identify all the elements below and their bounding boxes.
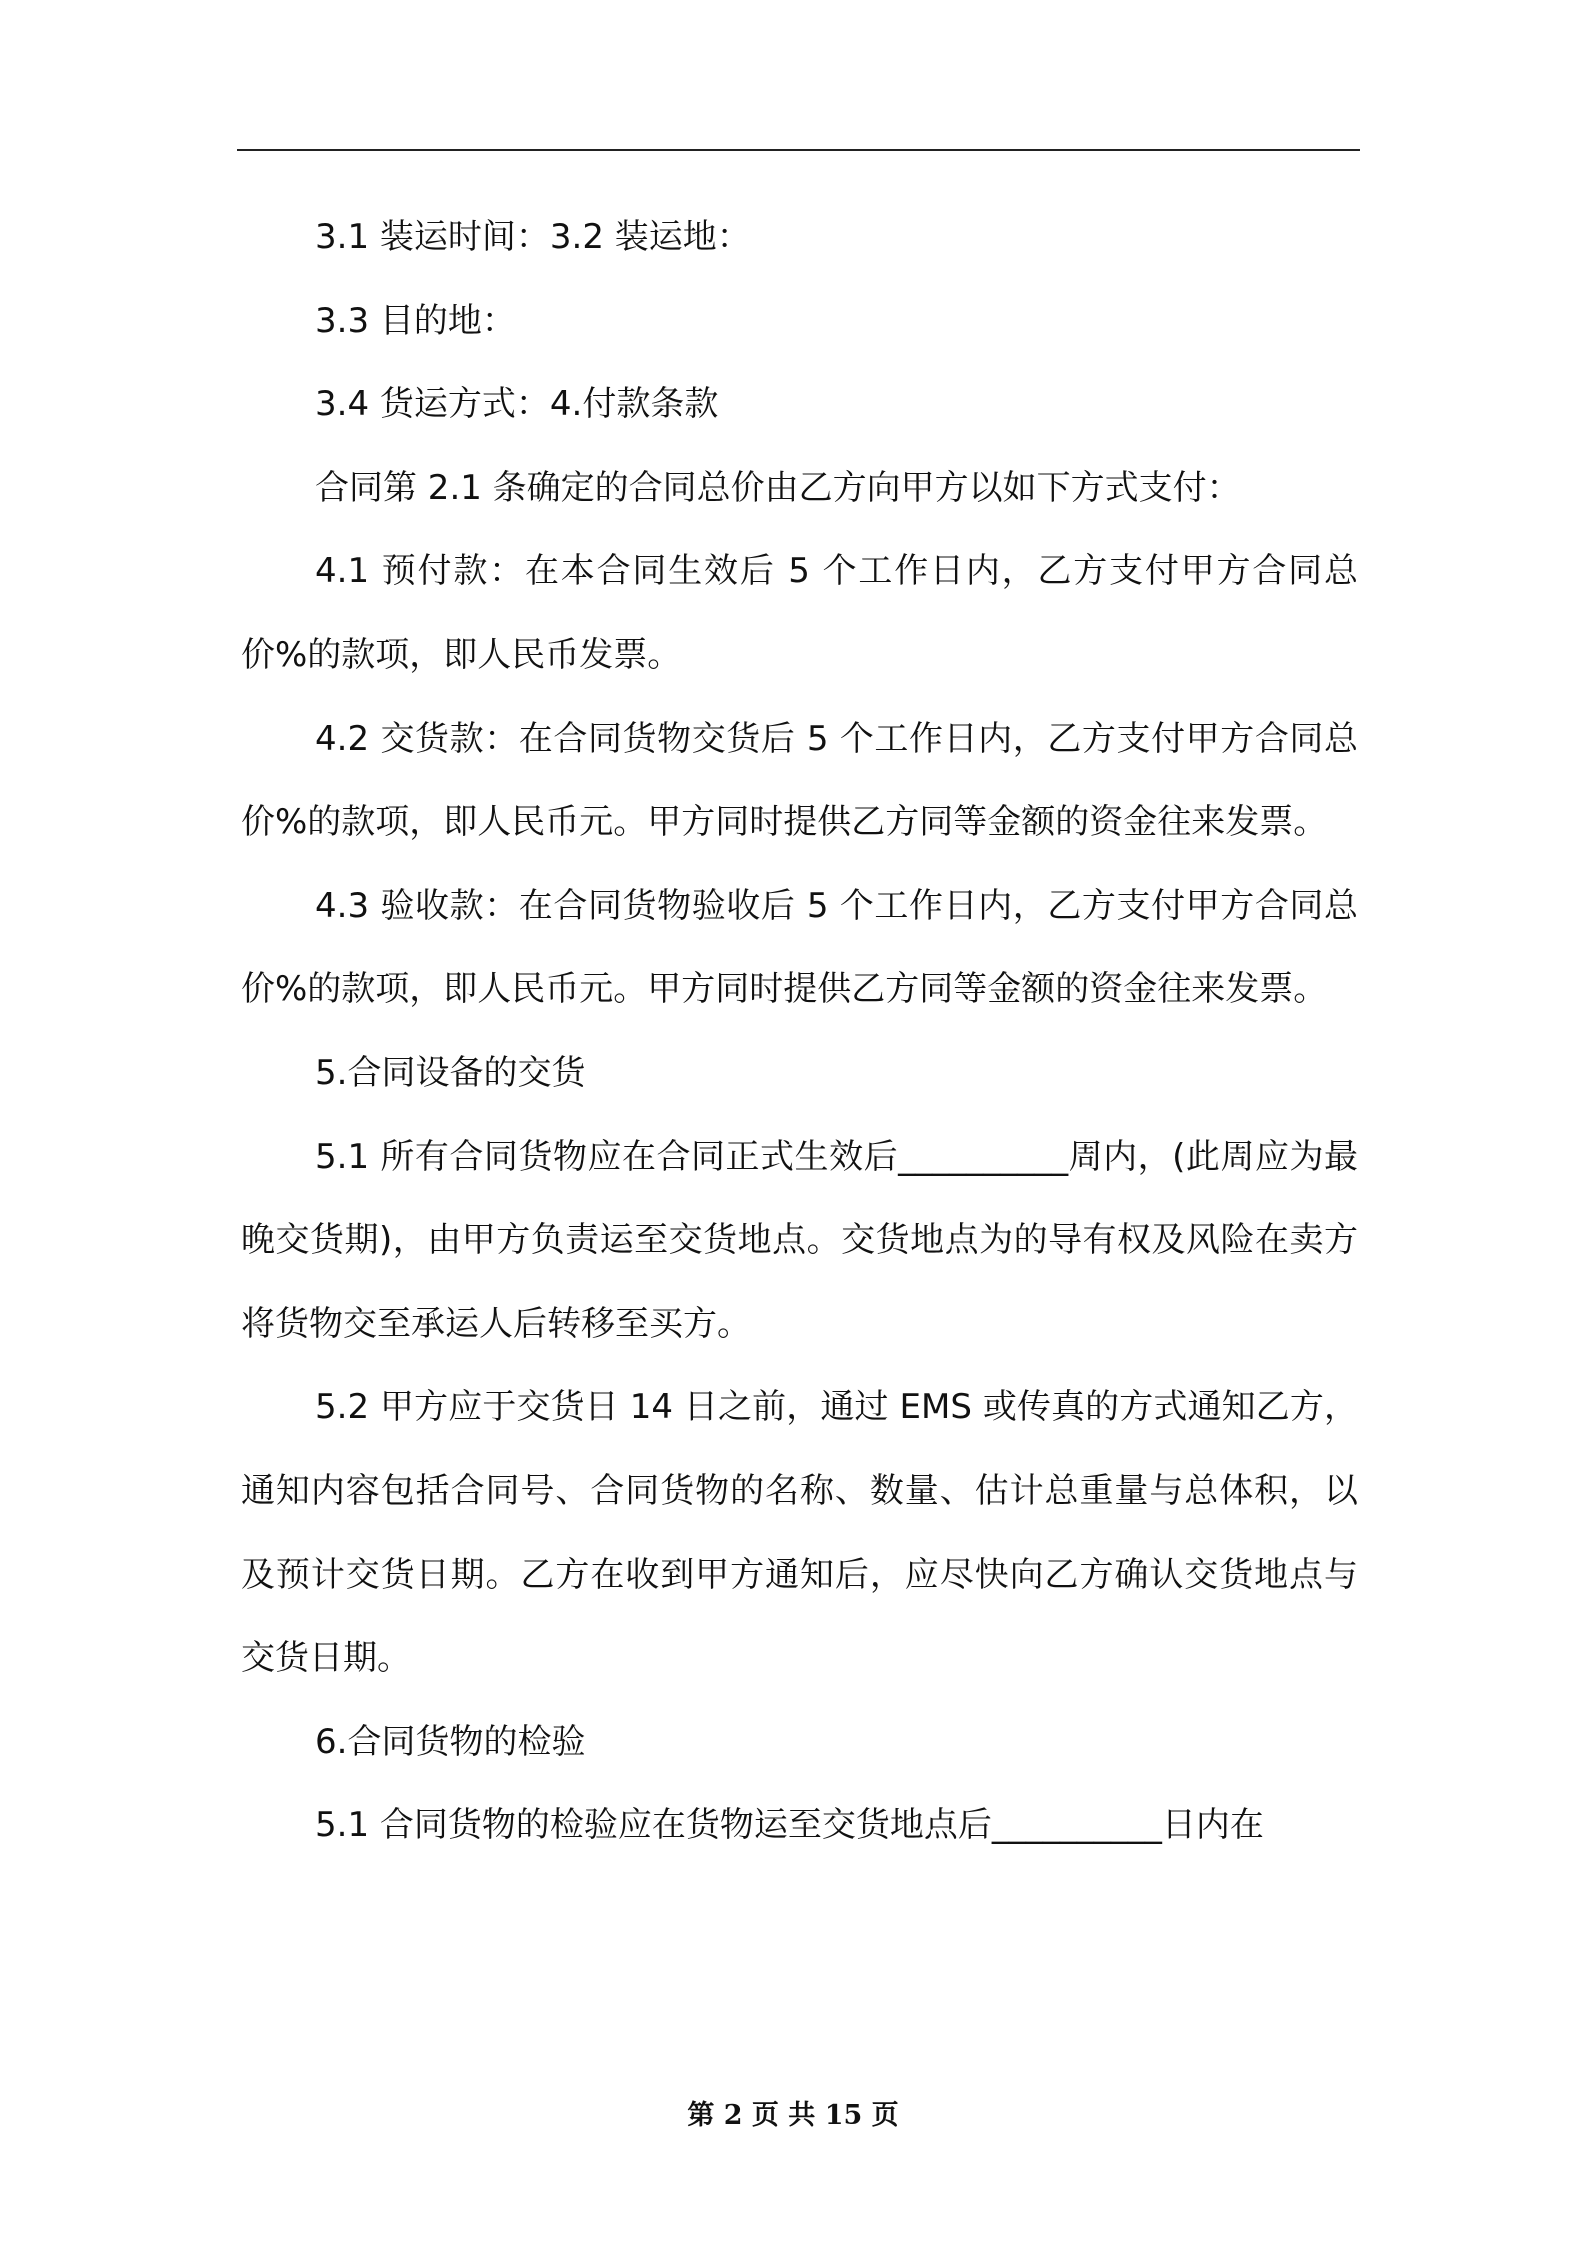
paragraph-4-1: 4.1 预付款：在本合同生效后 5 个工作日内，乙方支付甲方合同总价%的款项，即人民币发票。 [241,551,1358,675]
page-number: 第 2 页 共 15 页 [687,2100,899,2131]
section-heading-5: 5.合同设备的交货 [315,1052,586,1093]
paragraph-3-4: 3.4 货运方式：4.付款条款 [315,384,719,425]
section-heading-6: 6.合同货物的检验 [315,1721,586,1762]
header-rule [237,149,1360,151]
paragraph-payment-intro: 合同第 2.1 条确定的合同总价由乙方向甲方以如下方式支付： [315,467,1241,508]
paragraph-4-3: 4.3 验收款：在合同货物验收后 5 个工作日内，乙方支付甲方合同总价%的款项，即人民币元。甲方同时提供乙方同等金额的资金往来发票。 [241,885,1358,1010]
paragraph-6-1: 5.1 合同货物的检验应在货物运至交货地点后__________日内在 [315,1805,1264,1846]
paragraph-5-1: 5.1 所有合同货物应在合同正式生效后__________周内，(此周应为最晚交货期)，由甲方负责运至交货地点。交货地点为的导有权及风险在卖方将货物交至承运人后转移至买方。 [241,1136,1358,1344]
paragraph-5-2: 5.2 甲方应于交货日 14 日之前，通过 EMS 或传真的方式通知乙方，通知内容包括合同号、合同货物的名称、数量、估计总重量与总体积，以及预计交货日期。乙方在收到甲方通知后，应尽快向乙方确认交货地点与交货日期。 [241,1387,1358,1679]
paragraph-3-1: 3.1 装运时间：3.2 装运地： [315,217,751,257]
paragraph-3-3: 3.3 目的地： [315,300,516,341]
paragraph-4-2: 4.2 交货款：在合同货物交货后 5 个工作日内，乙方支付甲方合同总价%的款项，即人民币元。甲方同时提供乙方同等金额的资金往来发票。 [241,718,1358,843]
document-body [241,196,1358,1868]
